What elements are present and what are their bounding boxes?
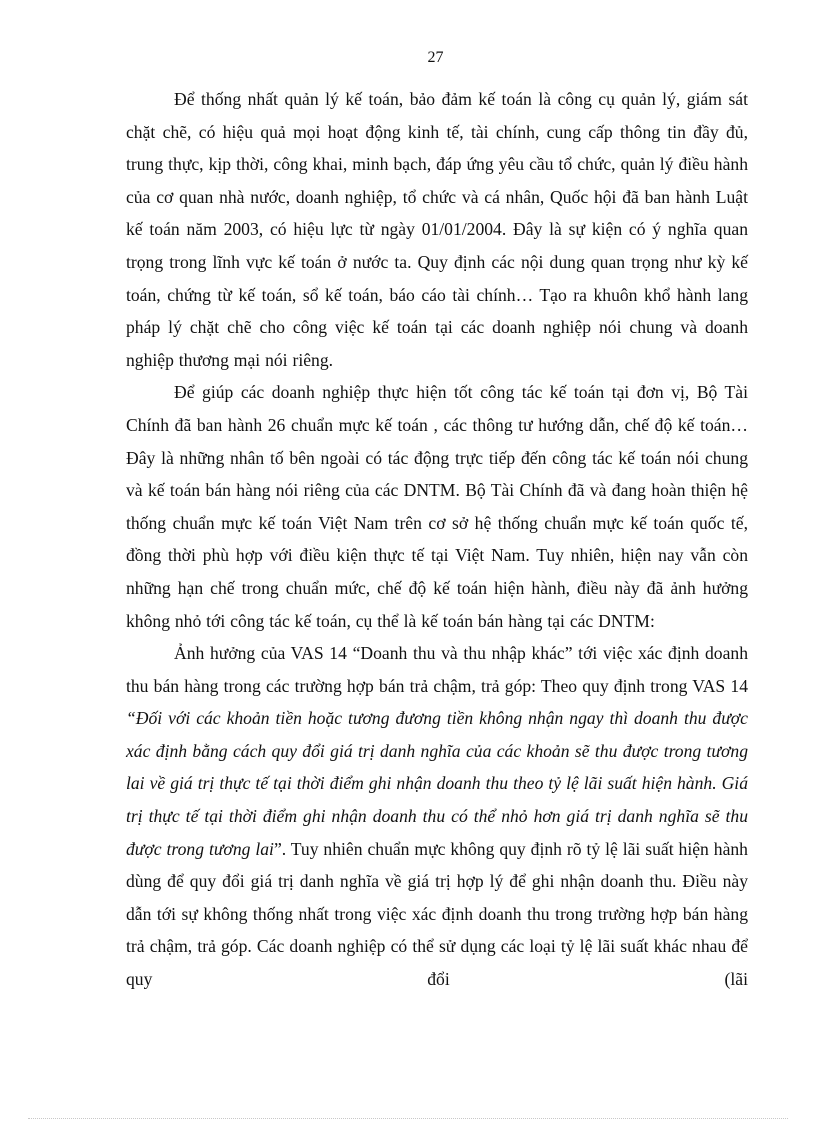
paragraph-vas14-rest: ”. Tuy nhiên chuẩn mực không quy định rõ tỷ lệ lãi suất hiện hành dùng để quy đổi giá trị danh nghĩa về giá trị hợp lý để ghi nhận doanh thu. Điều này dẫn tới sự không thống nhất trong việc xác định doanh thu trong trường hợp bán hàng trả chậm, trả góp. Các doanh nghiệp có thể sử dụng các loại tỷ lệ lãi suất khác nhau để quy đổi (lãi — [126, 838, 748, 990]
page-number — [0, 48, 816, 68]
paragraph-accounting-law: Để thống nhất quản lý kế toán, bảo đảm kế toán là công cụ quản lý, giám sát chặt chẽ, có hiệu quả mọi hoạt động kinh tế, tài chính, cung cấp thông tin đầy đủ, trung thực, kịp thời, công khai, minh bạch, đáp ứng yêu cầu tổ chức, quản lý điều hành của cơ quan nhà nước, doanh nghiệp, tổ chức và cá nhân, Quốc hội đã ban hành Luật kế toán năm 2003, có hiệu lực từ ngày 01/01/2004. Đây là sự kiện có ý nghĩa quan trọng trong lĩnh vực kế toán ở nước ta. Quy định các nội dung quan trọng như kỳ kế toán, chứng từ kế toán, sổ kế toán, báo cáo tài chính… Tạo ra khuôn khổ hành lang pháp lý chặt chẽ cho công việc kế toán tại các doanh nghiệp nói chung và doanh nghiệp thương mại nói riêng. — [126, 89, 748, 370]
vas14-quote: “Đối với các khoản tiền hoặc tương đương tiền không nhận ngay thì doanh thu được xác định bằng cách quy đổi giá trị danh nghĩa của các khoản sẽ thu được trong tương lai về giá trị thực tế tại thời điểm ghi nhận doanh thu theo tỷ lệ lãi suất hiện hành. Giá trị thực tế tại thời điểm ghi nhận doanh thu có thể nhỏ hơn giá trị danh nghĩa sẽ thu được trong tương lai — [126, 708, 748, 859]
paragraph-accounting-standards: Để giúp các doanh nghiệp thực hiện tốt công tác kế toán tại đơn vị, Bộ Tài Chính đã ban hành 26 chuẩn mực kế toán , các thông tư hướng dẫn, chế độ kế toán…Đây là những nhân tố bên ngoài có tác động trực tiếp đến công tác kế toán nói chung và kế toán bán hàng nói riêng của các DNTM. Bộ Tài Chính đã và đang hoàn thiện hệ thống chuẩn mực kế toán Việt Nam trên cơ sở hệ thống chuẩn mực kế toán quốc tế, đồng thời phù hợp với điều kiện thực tế tại Việt Nam. Tuy nhiên, hiện nay vẫn còn những hạn chế trong chuẩn mức, chế độ kế toán hiện hành, điều này đã ảnh hưởng không nhỏ tới công tác kế toán, cụ thể là kế toán bán hàng tại các DNTM: — [126, 382, 748, 631]
page-bottom-divider — [28, 1118, 788, 1119]
paragraph-vas14-intro: Ảnh hưởng của VAS 14 “Doanh thu và thu nhập khác” tới việc xác định doanh thu bán hàng trong các trường hợp bán trả chậm, trả góp: Theo quy định trong VAS 14 — [126, 643, 748, 696]
page-number-text: 27 — [427, 49, 444, 66]
paragraph-vas14-revenue — [126, 637, 748, 996]
document-body — [126, 83, 748, 996]
